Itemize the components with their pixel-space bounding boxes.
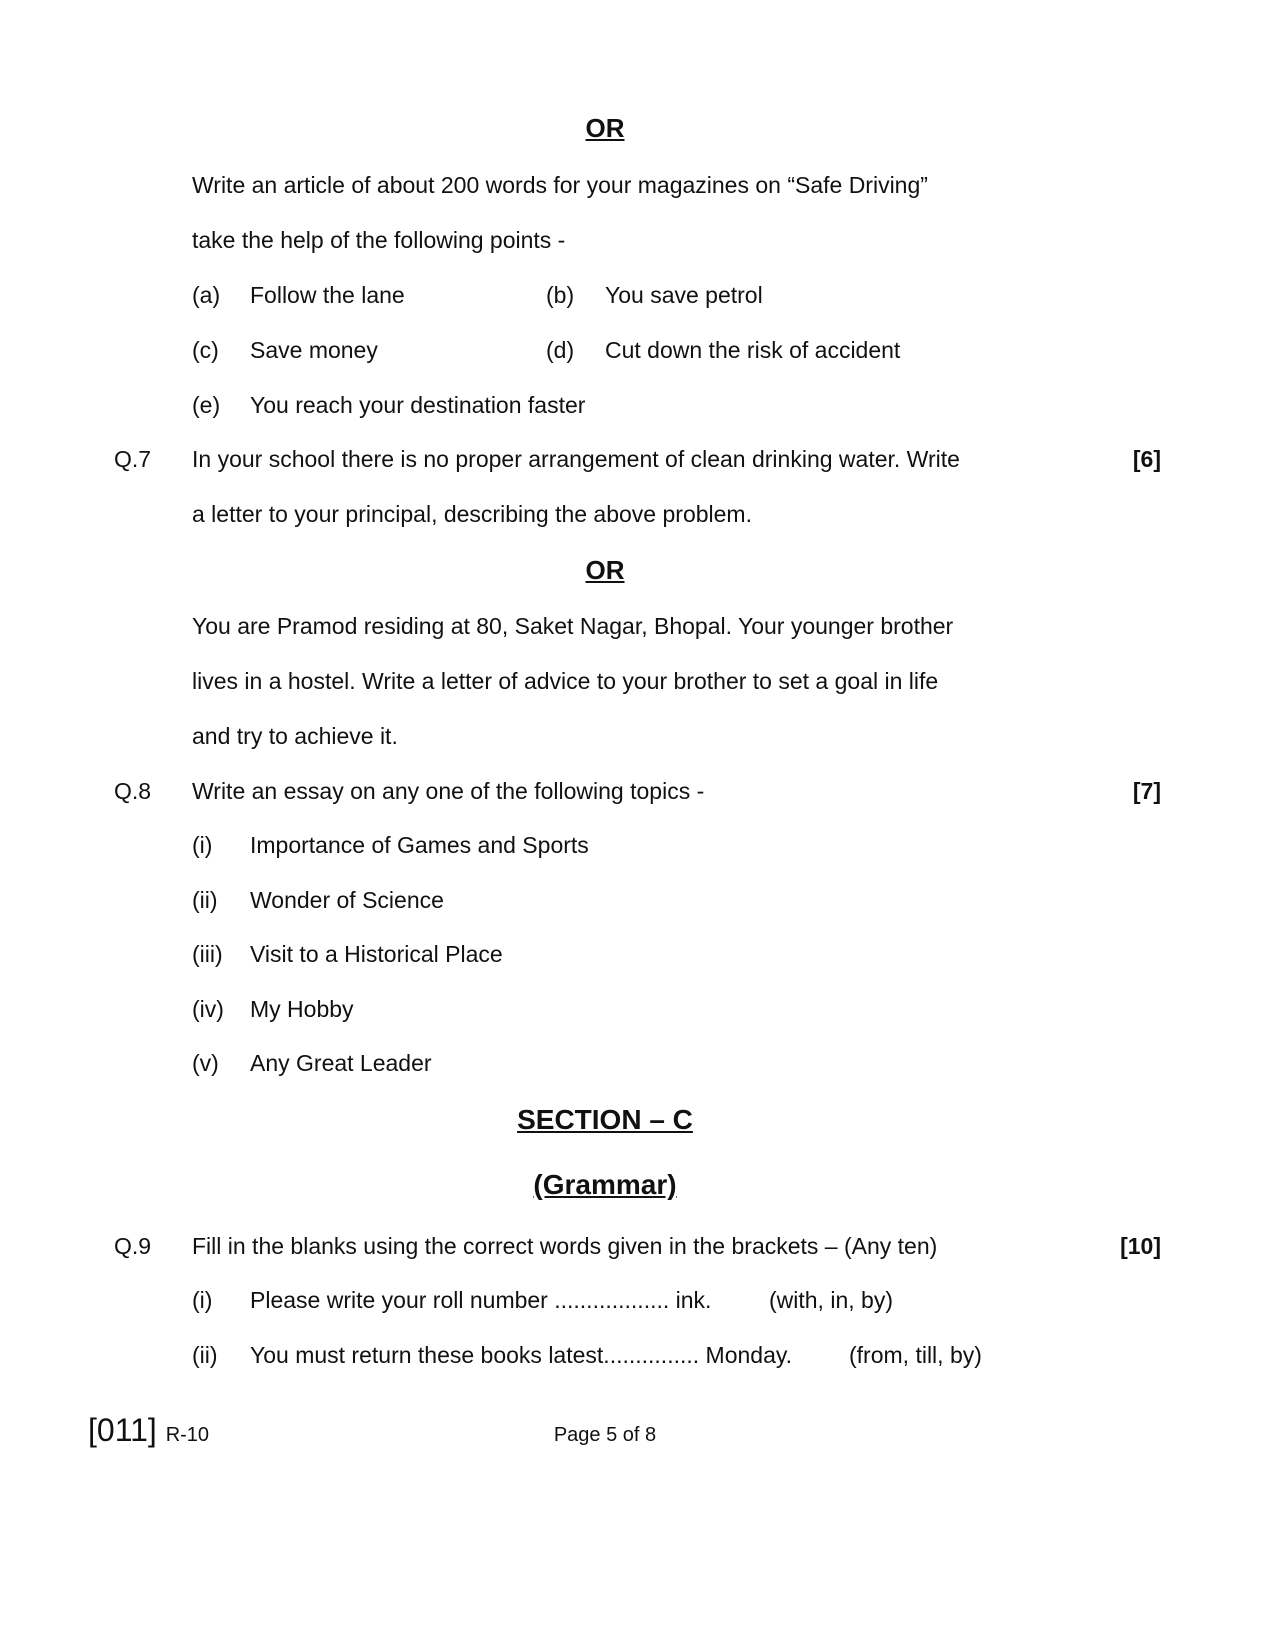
section-subtitle: (Grammar) [533, 1169, 677, 1200]
point-label-e: (e) [192, 392, 221, 418]
point-text-a: Follow the lane [250, 282, 405, 308]
q8-marks: [7] [1132, 778, 1161, 804]
topic-text: Importance of Games and Sports [250, 832, 589, 858]
topic-text: Visit to a Historical Place [250, 941, 503, 967]
q9-marks: [10] [1120, 1233, 1161, 1259]
question-number-8: Q.8 [114, 778, 152, 804]
series-code: R-10 [165, 1424, 210, 1446]
section-title: SECTION – C [517, 1104, 693, 1135]
q7-or-line-3: and try to achieve it. [192, 723, 398, 749]
blank-item-text: Please write your roll number .................. ink. [250, 1287, 712, 1313]
blank-item-label: (i) [192, 1287, 213, 1313]
question-number-7: Q.7 [114, 446, 152, 472]
point-label-d: (d) [546, 337, 575, 363]
blank-item-text: You must return these books latest............... Monday. [250, 1342, 793, 1368]
q7-line-2: a letter to your principal, describing the above problem. [192, 501, 752, 527]
point-text-c: Save money [250, 337, 378, 363]
q7-marks: [6] [1132, 446, 1161, 472]
topic-text: My Hobby [250, 996, 354, 1022]
q8-text: Write an essay on any one of the following topics - [192, 778, 705, 804]
or-heading-2: OR [585, 555, 625, 585]
topic-label: (iii) [192, 941, 223, 967]
point-label-c: (c) [192, 337, 219, 363]
article-instruction-line-2: take the help of the following points - [192, 227, 566, 253]
question-number-9: Q.9 [114, 1233, 152, 1259]
paper-code: [011] [88, 1412, 157, 1448]
topic-label: (v) [192, 1050, 219, 1076]
topic-text: Any Great Leader [250, 1050, 432, 1076]
point-label-a: (a) [192, 282, 221, 308]
page-number: Page 5 of 8 [553, 1424, 657, 1446]
point-text-b: You save petrol [605, 282, 763, 308]
or-heading-1: OR [585, 113, 625, 143]
topic-text: Wonder of Science [250, 887, 444, 913]
topic-label: (i) [192, 832, 213, 858]
topic-label: (ii) [192, 887, 218, 913]
blank-item-options: (from, till, by) [849, 1342, 982, 1368]
blank-item-label: (ii) [192, 1342, 218, 1368]
q7-line-1: In your school there is no proper arrangement of clean drinking water. Write [192, 446, 960, 472]
article-instruction-line-1: Write an article of about 200 words for your magazines on “Safe Driving” [192, 172, 928, 198]
q7-or-line-1: You are Pramod residing at 80, Saket Nagar, Bhopal. Your younger brother [192, 613, 954, 639]
blank-item-options: (with, in, by) [769, 1287, 893, 1313]
point-label-b: (b) [546, 282, 575, 308]
q7-or-line-2: lives in a hostel. Write a letter of advice to your brother to set a goal in life [192, 668, 939, 694]
topic-label: (iv) [192, 996, 224, 1022]
point-text-e: You reach your destination faster [250, 392, 586, 418]
q9-text: Fill in the blanks using the correct words given in the brackets – (Any ten) [192, 1233, 938, 1259]
point-text-d: Cut down the risk of accident [605, 337, 901, 363]
